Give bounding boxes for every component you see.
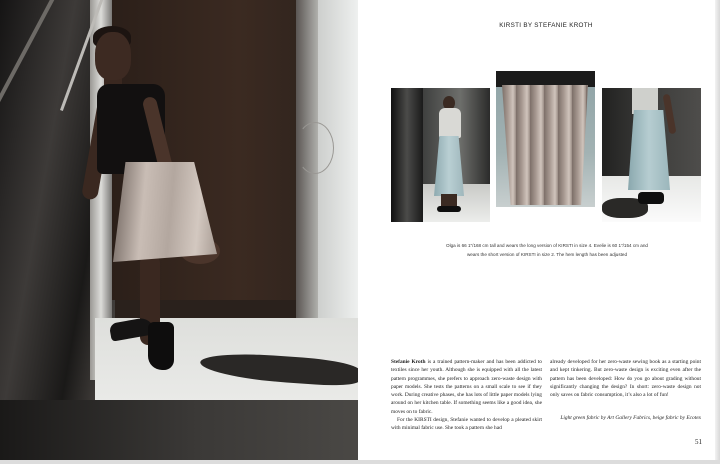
main-fashion-photo [0, 0, 358, 460]
model-head [95, 32, 131, 80]
designer-name: Stefanie Kroth [391, 359, 426, 365]
photo-wall-logo [296, 122, 334, 174]
photo-floor-shadow [0, 400, 358, 460]
body-text-column-left [391, 358, 542, 432]
page-number: 51 [695, 438, 702, 446]
thumb-light-green-skirt [628, 110, 670, 190]
thumb-light-green-skirt [434, 136, 464, 196]
photo-caption [436, 241, 658, 259]
fabric-credits: Light green fabric by Art Gallery Fabrics, beige fabric by Ecotex [560, 415, 701, 421]
thumb-beige-pleated-skirt [502, 85, 588, 205]
thumb-glass [391, 88, 423, 222]
thumb-black-top [496, 71, 595, 87]
body-paragraph: is a trained pattern-maker and has been addicted to textiles since her youth. Although she is equipped with all the latest pattern programmes, she prefers to approach zero-waste design with paper models. She tests the patterns on a small scale to see if they work. During creative phases, she has lots of little paper models lying around on her kitchen table. If something seems like a good idea, she moves on to fabric. [391, 359, 542, 415]
body-paragraph: For the KIRSTI design, Stefanie wanted to develop a pleated skirt with minimal fabric use. She took a pattern she had [391, 416, 542, 431]
running-head: KIRSTI BY STEFANIE KROTH [499, 22, 593, 29]
thumb-model-shoes [638, 192, 664, 204]
caption-line: Olga is 66 1″/168 cm tall and wears the long version of KIRSTI in size 4. Evelie is 60 1″/154 cm and [446, 243, 648, 248]
thumb-model-shoes [437, 206, 461, 212]
thumb-model-top [439, 108, 461, 138]
body-paragraph: already developed for her zero-waste sewing book as a starting point and kept tinkering. But zero-waste design is exciting even after the pattern has been developed: How do you go about grading without significantly changing the design? In short: zero-waste design not only saves on fabric consumption, it’s also a lot of fun! [550, 359, 701, 398]
photo-long-skirt-side [602, 88, 701, 222]
photo-skirt-pleats-detail [496, 71, 595, 207]
photo-long-skirt-full [391, 88, 490, 222]
body-text-column-right [550, 358, 701, 399]
caption-line: wears the short version of KIRSTI in size 2. The hem length has been adjusted [466, 252, 628, 257]
page-bottom-edge [0, 460, 720, 464]
page-edge [715, 0, 720, 464]
model-sock [148, 322, 174, 370]
